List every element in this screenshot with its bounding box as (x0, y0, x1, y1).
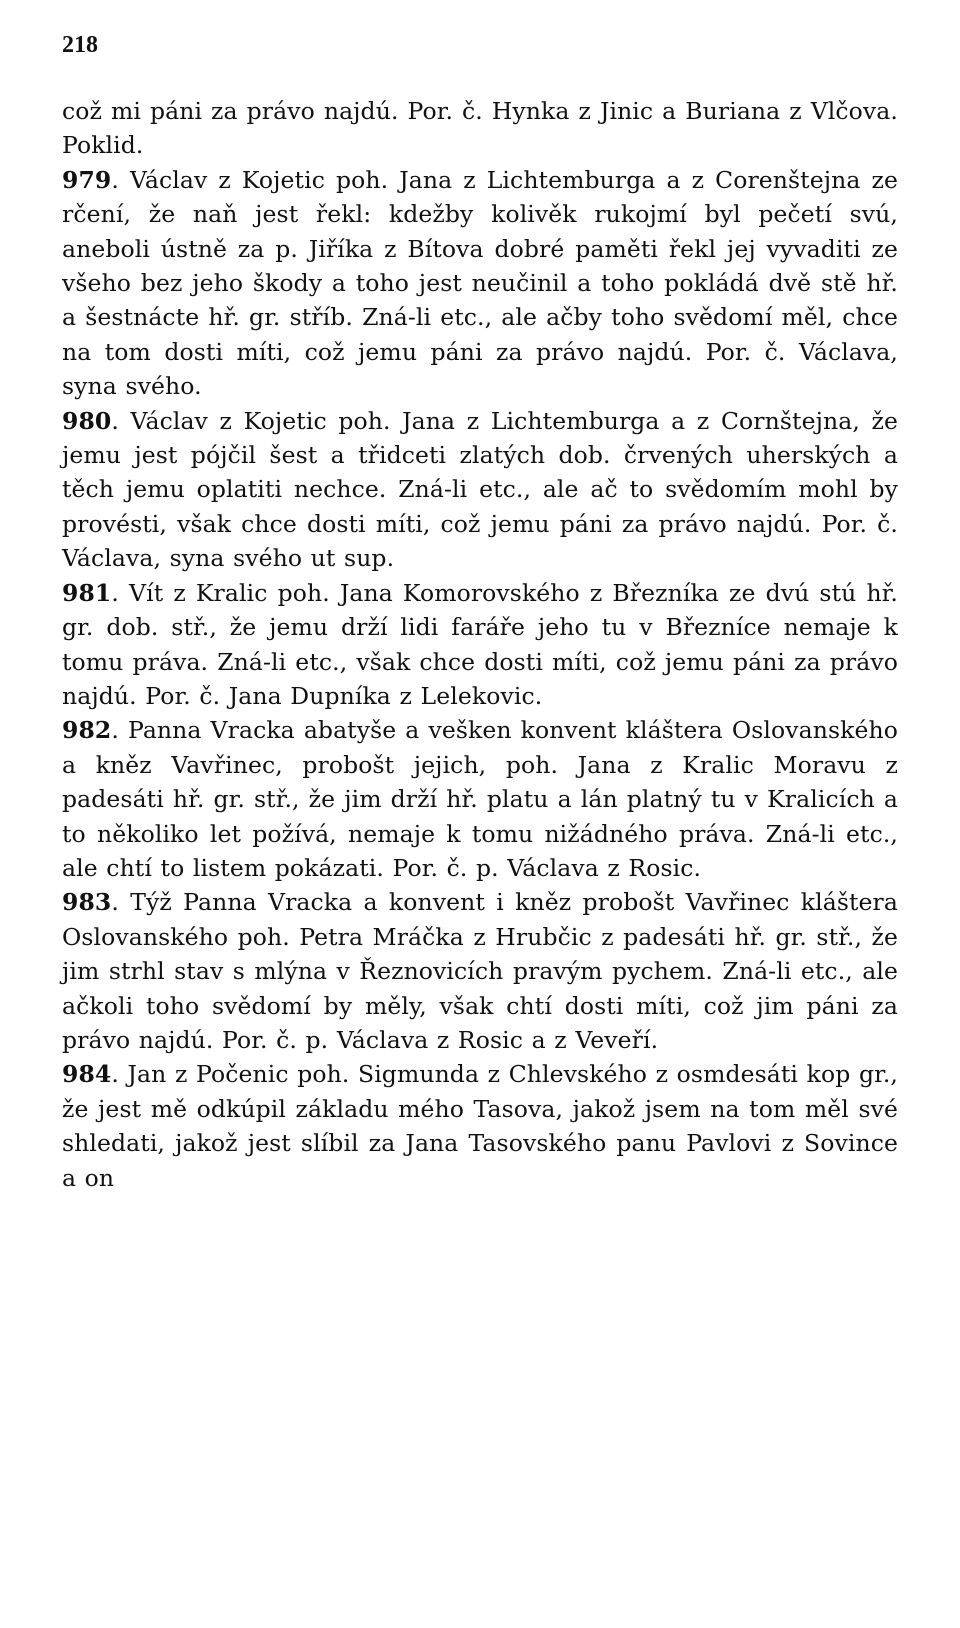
entry-980 (62, 404, 898, 576)
paragraph-text: . Vít z Kralic poh. Jana Komorovského z Březníka ze dvú stú hř. gr. dob. stř., že jemu drží lidi faráře jeho tu v Březníce nemaje k tomu práva. Zná-li etc., však chce dosti míti, což jemu páni za právo najdú. Por. č. Jana Dupníka z Lelekovic. (62, 578, 898, 710)
paragraph-text: . Václav z Kojetic poh. Jana z Lichtemburga a z Cornštejna, že jemu jest pójčil šest a třidceti zlatých dob. črvených uherských a těch jemu oplatiti nechce. Zná-li etc., ale ač to svědomím mohl by provésti, však chce dosti míti, což jemu páni za právo najdú. Por. č. Václava, syna svého ut sup. (62, 406, 898, 573)
entry-number: 981 (62, 578, 112, 607)
page-number: 218 (62, 32, 98, 58)
paragraph-text: . Týž Panna Vracka a konvent i kněz probošt Vavřinec kláštera Oslovanského poh. Petra Mráčka z Hrubčic z padesáti hř. gr. stř., že jim strhl stav s mlýna v Řeznovicích pravým pychem. Zná-li etc., ale ačkoli toho svědomí by měly, však chtí dosti míti, což jim páni za právo najdú. Por. č. p. Václava z Rosic a z Veveří. (62, 888, 898, 1054)
entry-979 (62, 163, 898, 404)
entry-984 (62, 1057, 898, 1195)
paragraph-text: . Jan z Počenic poh. Sigmunda z Chlevského z osmdesáti kop gr., že jest mě odkúpil základu mého Tasova, jakož jsem na tom měl své shledati, jakož jest slíbil za Jana Tasovského panu Pavlovi z Sovince a on (62, 1060, 898, 1192)
entry-983 (62, 885, 898, 1057)
entry-number: 983 (62, 888, 112, 917)
paragraph-text: . Václav z Kojetic poh. Jana z Lichtemburga a z Corenštejna ze rčení, že naň jest řekl: kdežby kolivěk rukojmí byl pečetí svú, aneboli ústně za p. Jiříka z Bítova dobré paměti řekl jej vyvaditi ze všeho bez jeho škody a toho jest neučinil a toho pokládá dvě stě hř. a šestnácte hř. gr. stříb. Zná-li etc., ale ačby toho svědomí měl, chce na tom dosti míti, což jemu páni za právo najdú. Por. č. Václava, syna svého. (62, 165, 898, 401)
entry-number: 979 (62, 165, 112, 194)
entry-number: 982 (62, 716, 112, 745)
paragraph-continuation (62, 94, 898, 163)
entry-982 (62, 713, 898, 885)
text-body (62, 94, 898, 1195)
entry-number: 980 (62, 406, 112, 435)
paragraph-text: což mi páni za právo najdú. Por. č. Hynka z Jinic a Buriana z Vlčova. Poklid. (62, 97, 898, 160)
entry-number: 984 (62, 1060, 112, 1089)
paragraph-text: . Panna Vracka abatyše a vešken konvent kláštera Oslovanského a kněz Vavřinec, probošt jejich, poh. Jana z Kralic Moravu z padesáti hř. gr. stř., že jim drží hř. platu a lán platný tu v Kralicích a to několiko let požívá, nemaje k tomu nižádného práva. Zná-li etc., ale chtí to listem pokázati. Por. č. p. Václava z Rosic. (62, 716, 898, 882)
entry-981 (62, 576, 898, 714)
